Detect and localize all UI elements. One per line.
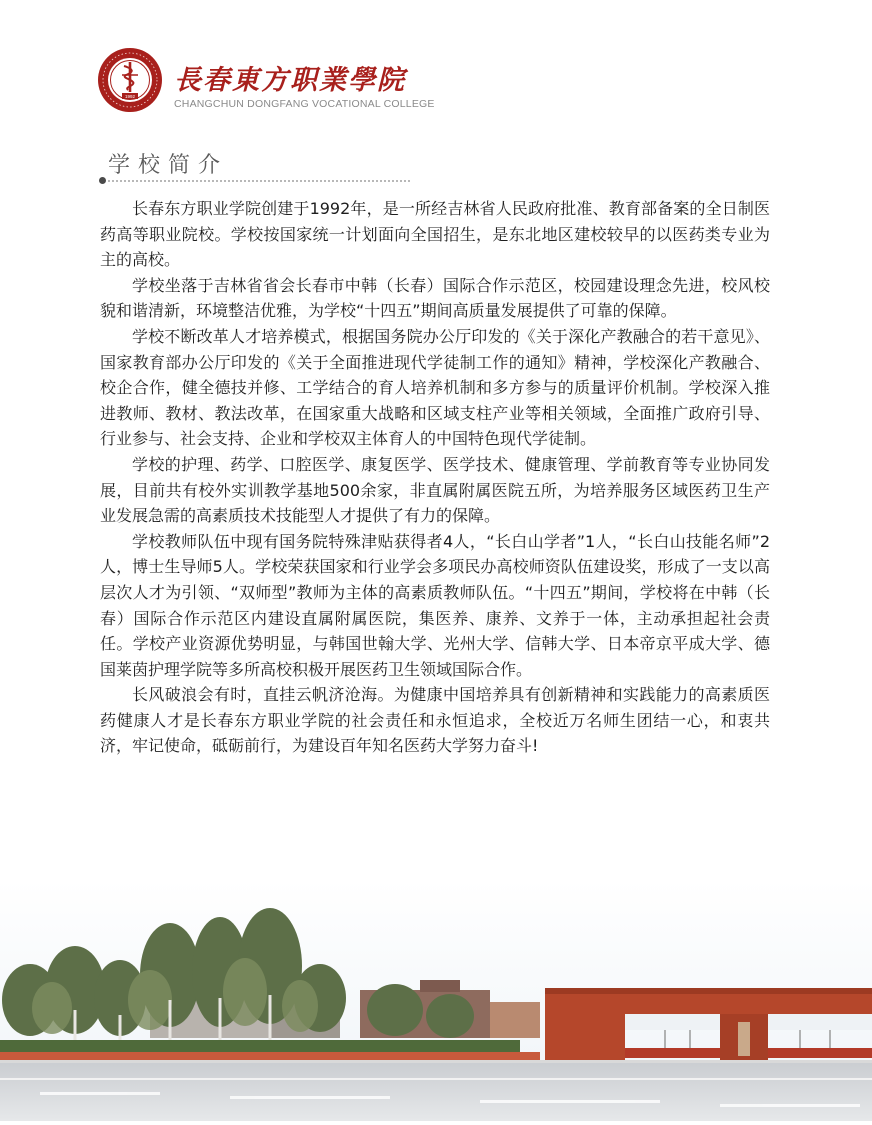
college-logo <box>98 48 438 116</box>
campus-gate-illustration <box>0 880 872 1121</box>
paragraph-vision: 长风破浪会有时，直挂云帆济沧海。为健康中国培养具有创新精神和实践能力的高素质医药健康人才是长春东方职业学院的社会责任和永恒追求，全校近万名师生团结一心，和衷共济，牢记使命，砥砺前行，为建设百年知名医药大学努力奋斗! <box>100 685 770 756</box>
paragraph-founding: 长春东方职业学院创建于1992年，是一所经吉林省人民政府批准、教育部备案的全日制医药高等职业院校。学校按国家统一计划面向全国招生，是东北地区建校较早的以医药类专业为主的高校。 <box>100 199 770 270</box>
seal-year: 1992 <box>124 94 136 99</box>
section-title: 学校简介 <box>108 153 229 178</box>
college-name-en: CHANGCHUN DONGFANG VOCATIONAL COLLEGE <box>174 98 435 110</box>
intro-body <box>100 196 770 759</box>
paragraph-majors: 学校的护理、药学、口腔医学、康复医学、医学技术、健康管理、学前教育等专业协同发展，目前共有校外实训教学基地500余家，非直属附属医院五所，为培养服务区域医药卫生产业发展急需的高素质技术技能型人才提供了有力的保障。 <box>100 454 770 526</box>
college-name-cn: 長春東方职業學院 <box>174 65 406 96</box>
paragraph-faculty: 学校教师队伍中现有国务院特殊津贴获得者4人，“长白山学者”1人，“长白山技能名师”2人，博士生导师5人。学校荣获国家和行业学会多项民办高校师资队伍建设奖，形成了一支以高层次人才为引领、“双师型”教师为主体的高素质教师队伍。“十四五”期间，学校将在中韩（长春）国际合作示范区内建设直属附属医院，集医养、康养、文养于一体，主动承担起社会责任。学校产业资源优势明显，与韩国世翰大学、光州大学、信韩大学、日本帝京平成大学、德国莱茵护理学院等多所高校积极开展医药卫生领域国际合作。 <box>100 531 770 679</box>
paragraph-training-model: 学校不断改革人才培养模式，根据国务院办公厅印发的《关于深化产教融合的若干意见》、国家教育部办公厅印发的《关于全面推进现代学徒制工作的通知》精神，学校深化产教融合、校企合作，健全德技并修、工学结合的育人培养机制和多方参与的质量评价机制。学校深入推进教师、教材、教法改革，在国家重大战略和区域支柱产业等相关领域，全面推广政府引导、行业参与、社会支持、企业和学校双主体育人的中国特色现代学徒制。 <box>100 326 770 449</box>
college-seal-icon <box>98 48 162 112</box>
title-divider <box>108 180 410 182</box>
title-bullet-icon <box>99 177 106 184</box>
paragraph-location: 学校坐落于吉林省省会长春市中韩（长春）国际合作示范区，校园建设理念先进，校风校貌和谐清新，环境整洁优雅，为学校“十四五”期间高质量发展提供了可靠的保障。 <box>100 275 770 321</box>
